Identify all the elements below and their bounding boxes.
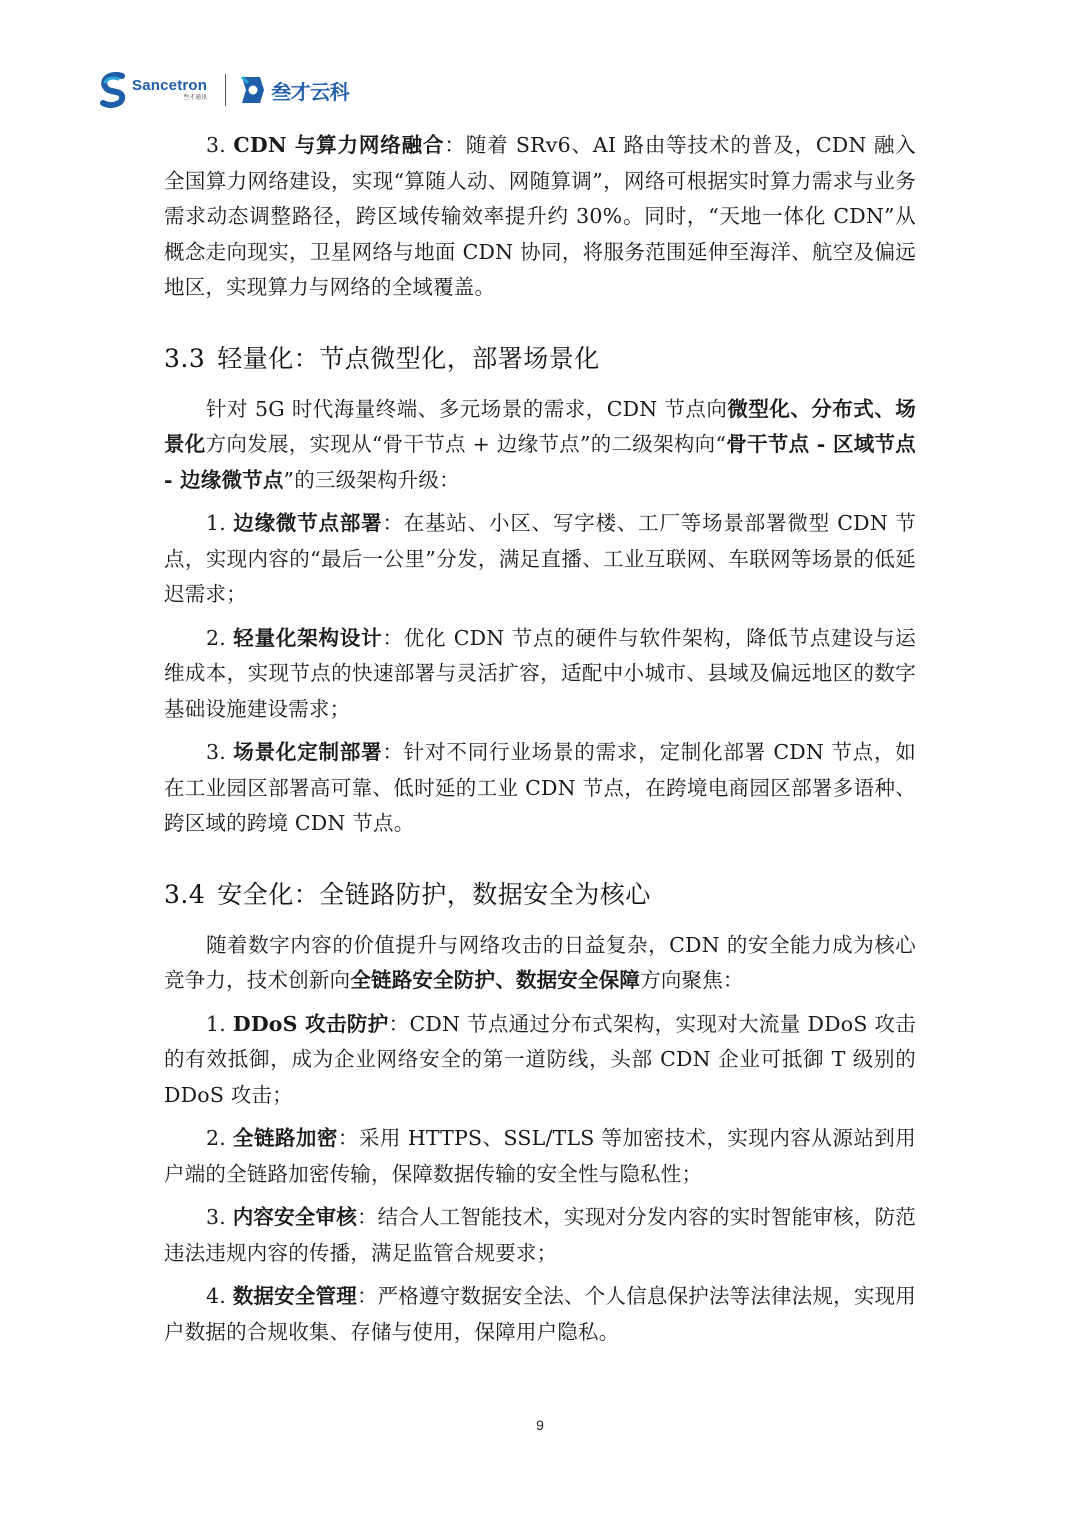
list-item: 1. DDoS 攻击防护：CDN 节点通过分布式架构，实现对大流量 DDoS 攻击的有效抵御，成为企业网络安全的第一道防线，头部 CDN 企业可抵御 T 级别的 DDoS 攻击； bbox=[164, 1011, 916, 1107]
section-title: 轻量化：节点微型化，部署场景化 bbox=[217, 343, 600, 373]
item-title: 轻量化架构设计 bbox=[233, 625, 383, 650]
section-heading-3-4 bbox=[164, 875, 916, 915]
section-number: 3.3 bbox=[164, 343, 206, 373]
section-number: 3.4 bbox=[164, 879, 206, 909]
sancetron-logo bbox=[98, 70, 207, 110]
header-divider bbox=[225, 74, 226, 106]
item-title: 内容安全审核 bbox=[232, 1205, 357, 1229]
sancetron-logo-sub: 叁才通讯 bbox=[183, 94, 208, 101]
sancetron-logo-icon bbox=[98, 70, 128, 110]
item-title: DDoS 攻击防护 bbox=[232, 1011, 389, 1036]
item-title: 全链路加密 bbox=[232, 1126, 338, 1150]
list-item: 1. 边缘微节点部署：在基站、小区、写字楼、工厂等场景部署微型 CDN 节点，实现内容的“最后一公里”分发，满足直播、工业互联网、车联网等场景的低延迟需求； bbox=[164, 511, 916, 606]
paragraph-cdn-compute-network: 3. CDN 与算力网络融合：随着 SRv6、AI 路由等技术的普及，CDN 融入全国算力网络建设，实现“算随人动、网随算调”，网络可根据实时算力需求与业务需求动态调整路径，跨区域传输效率提升约 30%。同时，“天地一体化 CDN”从概念走向现实，卫星网络与地面 CDN 协同，将服务范围延伸至海洋、航空及偏远地区，实现算力与网络的全域覆盖。 bbox=[164, 133, 917, 299]
page-content bbox=[164, 128, 916, 1350]
list-item: 4. 数据安全管理：严格遵守数据安全法、个人信息保护法等法律法规，实现用户数据的合规收集、存储与使用，保障用户隐私。 bbox=[164, 1284, 916, 1344]
paragraph-lightweight-intro: 针对 5G 时代海量终端、多元场景的需求，CDN 节点向微型化、分布式、场景化方向发展，实现从“骨干节点 + 边缘节点”的二级架构向“骨干节点 - 区域节点 - 边缘微节点”的三级架构升级： bbox=[164, 396, 917, 492]
section-heading-3-3 bbox=[164, 339, 916, 379]
sancai-cloud-logo bbox=[238, 73, 349, 107]
item-title: 数据安全管理 bbox=[232, 1284, 357, 1308]
item-title: CDN 与算力网络融合 bbox=[233, 133, 445, 157]
section-title: 安全化：全链路防护，数据安全为核心 bbox=[217, 879, 651, 909]
page-header bbox=[98, 66, 349, 114]
sancai-cloud-logo-name: 叁才云科 bbox=[271, 79, 350, 104]
list-item: 3. 内容安全审核：结合人工智能技术，实现对分发内容的实时智能审核，防范违法违规内容的传播，满足监管合规要求； bbox=[164, 1205, 916, 1265]
sancai-cloud-logo-icon bbox=[238, 73, 268, 107]
list-item: 2. 轻量化架构设计：优化 CDN 节点的硬件与软件架构，降低节点建设与运维成本，实现节点的快速部署与灵活扩容，适配中小城市、县域及偏远地区的数字基础设施建设需求； bbox=[164, 625, 916, 721]
list-item: 3. 场景化定制部署：针对不同行业场景的需求，定制化部署 CDN 节点，如在工业园区部署高可靠、低时延的工业 CDN 节点，在跨境电商园区部署多语种、跨区域的跨境 CDN 节点。 bbox=[164, 740, 916, 835]
sancetron-logo-name: Sancetron bbox=[132, 77, 208, 94]
page-number: 9 bbox=[536, 1417, 544, 1433]
item-title: 场景化定制部署 bbox=[233, 740, 383, 764]
item-title: 边缘微节点部署 bbox=[233, 511, 383, 535]
list-item: 2. 全链路加密：采用 HTTPS、SSL/TLS 等加密技术，实现内容从源站到用户端的全链路加密传输，保障数据传输的安全性与隐私性； bbox=[164, 1126, 916, 1186]
paragraph-security-intro: 随着数字内容的价值提升与网络攻击的日益复杂，CDN 的安全能力成为核心竞争力，技术创新向全链路安全防护、数据安全保障方向聚焦： bbox=[164, 932, 916, 992]
